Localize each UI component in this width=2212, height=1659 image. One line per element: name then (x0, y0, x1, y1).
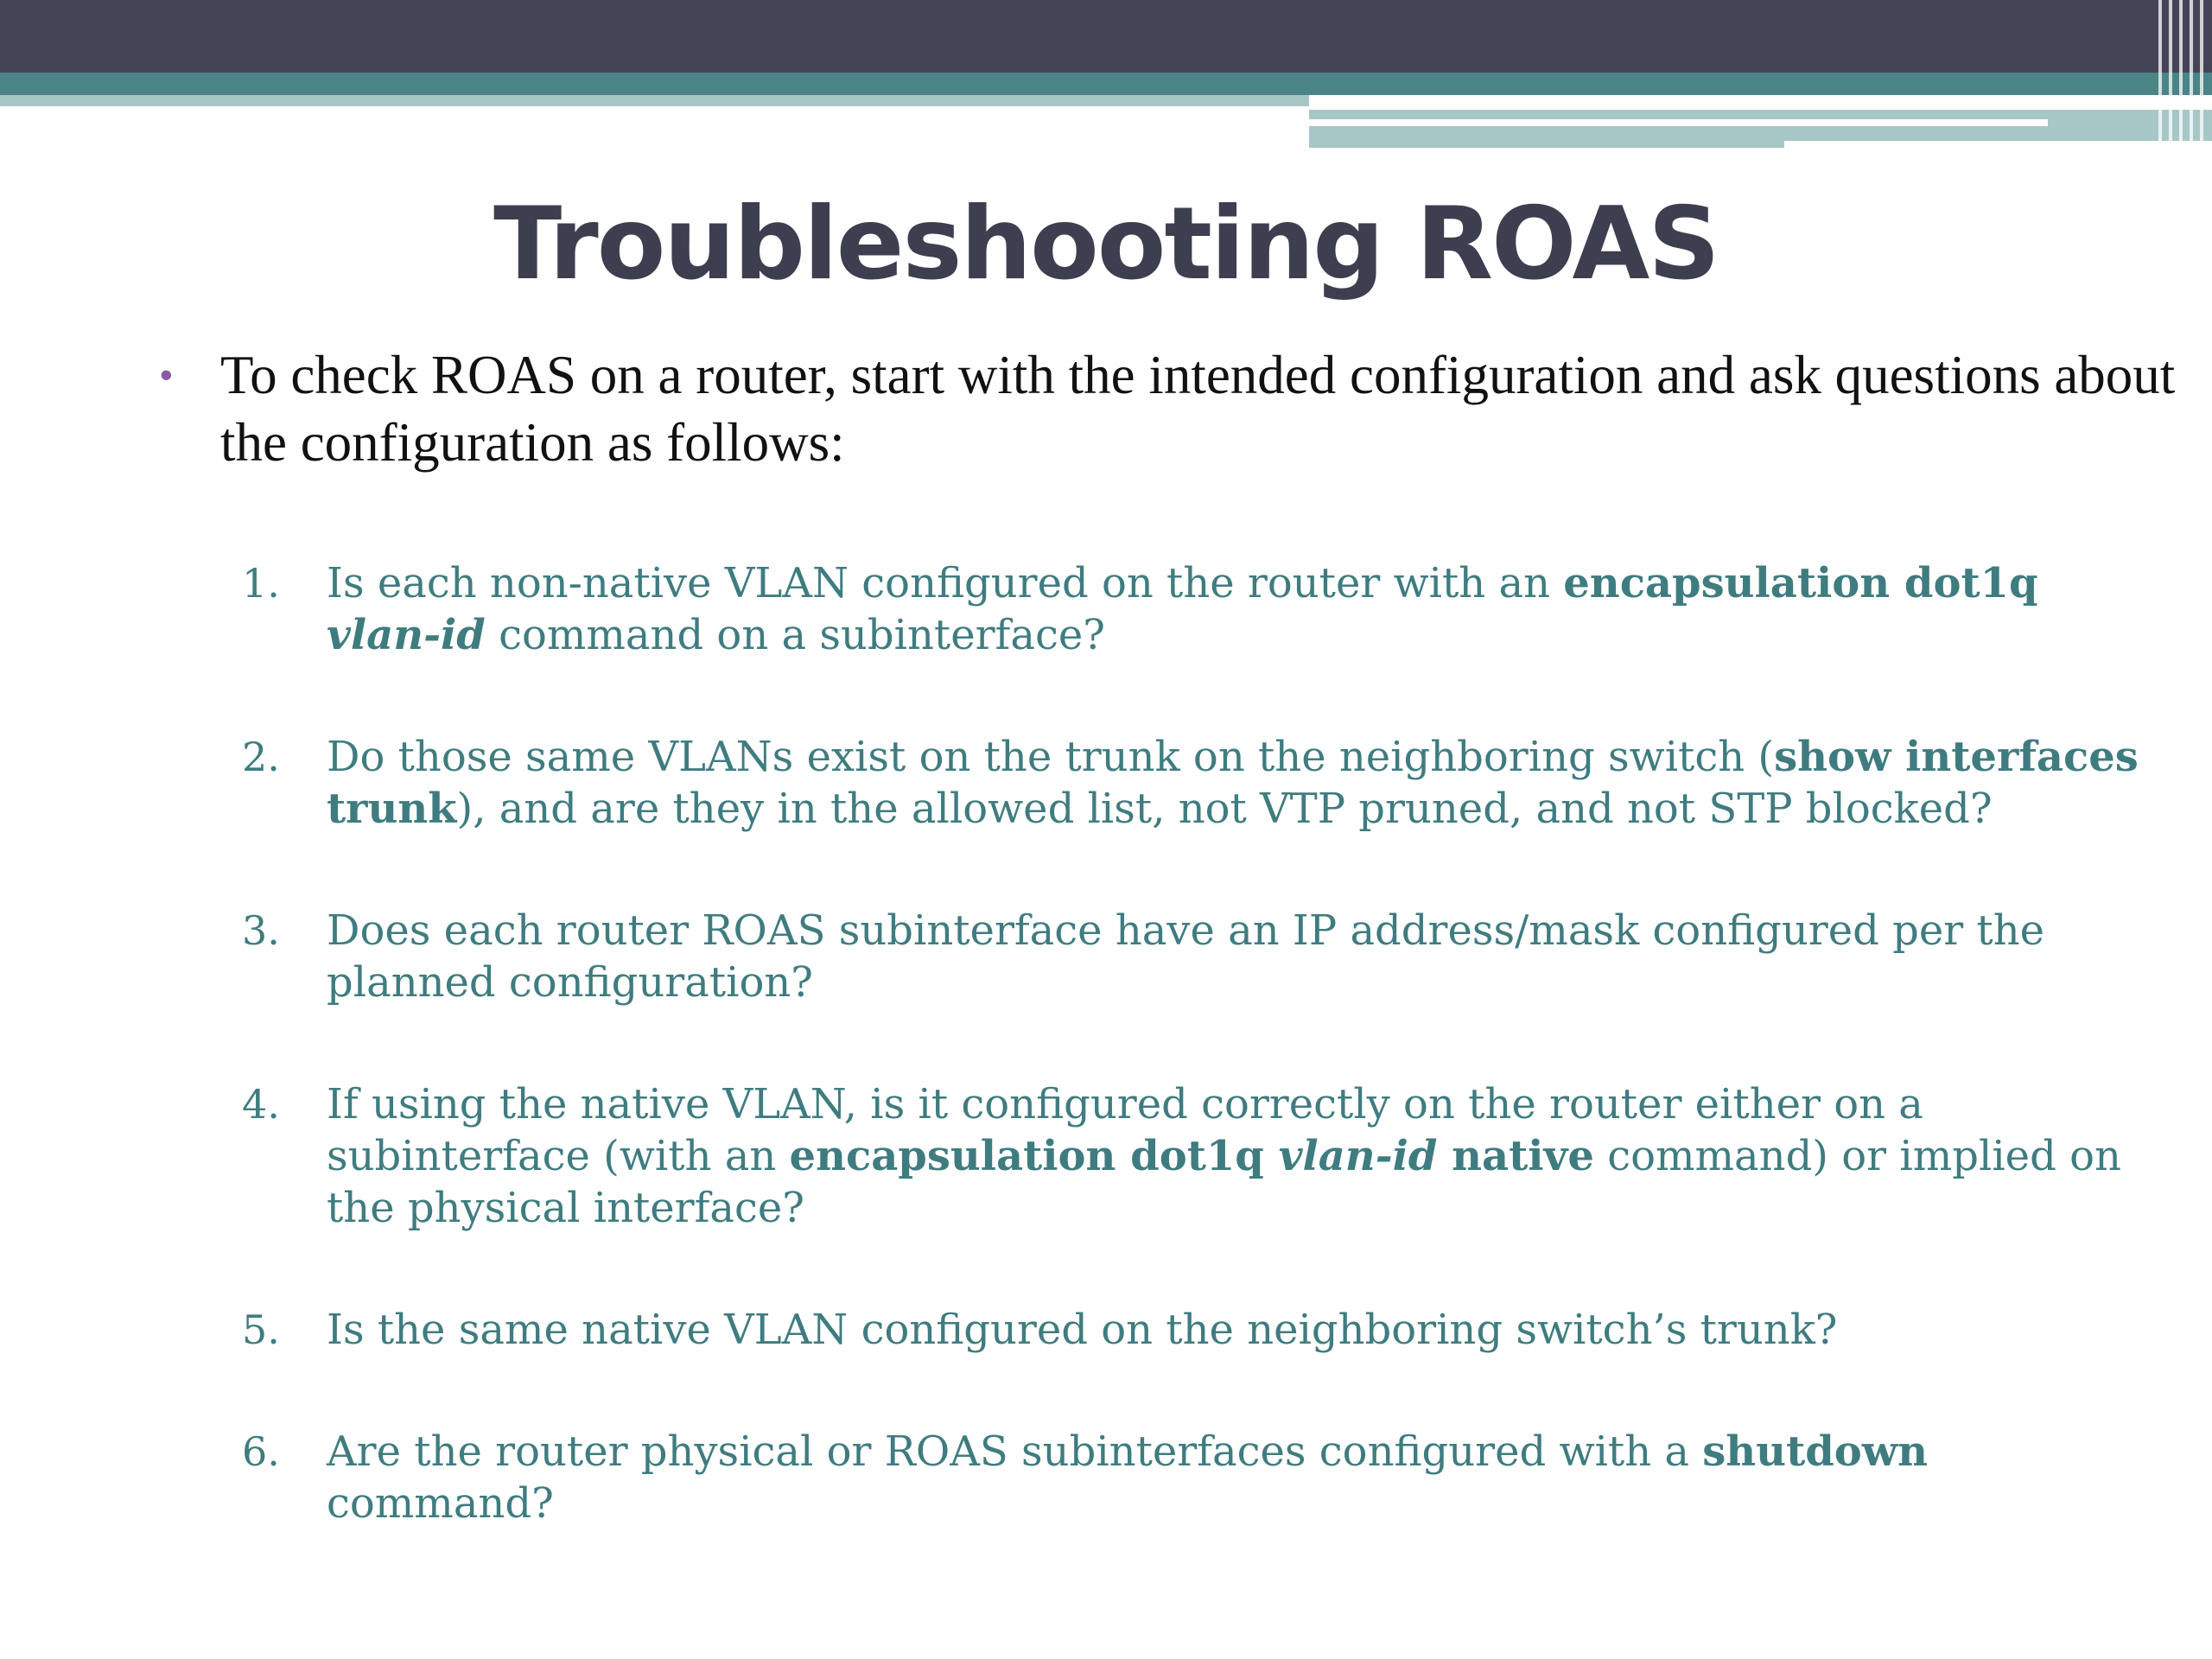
step-number: 3. (242, 907, 280, 954)
header-light-bar-left (0, 95, 1309, 106)
step-text-run: command? (327, 1479, 554, 1528)
step-item (242, 731, 2177, 835)
step-text-run: Are the router physical or ROAS subinterfaces configured with a (327, 1427, 1703, 1476)
step-number: 5. (242, 1306, 280, 1353)
step-item (242, 557, 2177, 661)
header-teal-bar (0, 73, 2212, 95)
intro-bullet-text: To check ROAS on a router, start with the intended configuration and ask questions about the configuration as follows: (220, 345, 2176, 473)
step-number: 2. (242, 734, 280, 780)
step-text-run: Do those same VLANs exist on the trunk on the neighboring switch ( (327, 733, 1775, 781)
step-text-run: ), and are they in the allowed list, not VTP pruned, and not STP blocked? (456, 785, 1993, 833)
command-keyword: encapsulation dot1q (789, 1132, 1279, 1180)
step-number: 6. (242, 1428, 280, 1475)
command-keyword: native (1437, 1132, 1594, 1180)
step-text (327, 1426, 2158, 1529)
step-text-run: Is the same native VLAN configured on the neighboring switch’s trunk? (327, 1306, 1838, 1354)
step-text-run: If using the native VLAN, is it configured correctly on the router either on a subinterface (with an (327, 1080, 1923, 1180)
header-white-line-lower (1784, 141, 2212, 148)
step-text-run: command on a subinterface? (485, 611, 1105, 659)
step-item (242, 1304, 2177, 1356)
step-text-run: Is each non-native VLAN configured on the router with an (327, 559, 1564, 607)
command-keyword: vlan-id (1278, 1132, 1438, 1180)
step-text-run: Does each router ROAS subinterface have an IP address/mask configured per the planned configuration? (327, 906, 2045, 1007)
header-edge-stripes (2152, 0, 2212, 149)
header-white-line (1309, 119, 2048, 126)
step-item (242, 905, 2177, 1008)
step-item (242, 1426, 2177, 1529)
command-keyword: show interfaces trunk (327, 733, 2139, 833)
header-dark-bar (0, 0, 2212, 73)
step-text (327, 557, 2158, 661)
step-text (327, 905, 2158, 1008)
command-keyword: shutdown (1702, 1427, 1929, 1476)
step-item (242, 1078, 2177, 1234)
step-text (327, 731, 2158, 835)
round-bullet-icon: • (160, 354, 173, 395)
slide-title: Troubleshooting ROAS (493, 186, 1719, 302)
command-keyword: vlan-id (327, 611, 486, 659)
step-number: 1. (242, 560, 280, 607)
step-text (327, 1304, 2158, 1356)
step-text-run: command) or implied on the physical interface? (327, 1132, 2121, 1232)
command-keyword: encapsulation dot1q (1563, 559, 2038, 607)
step-text (327, 1078, 2158, 1234)
numbered-steps-list (242, 557, 2177, 1599)
step-number: 4. (242, 1081, 280, 1128)
